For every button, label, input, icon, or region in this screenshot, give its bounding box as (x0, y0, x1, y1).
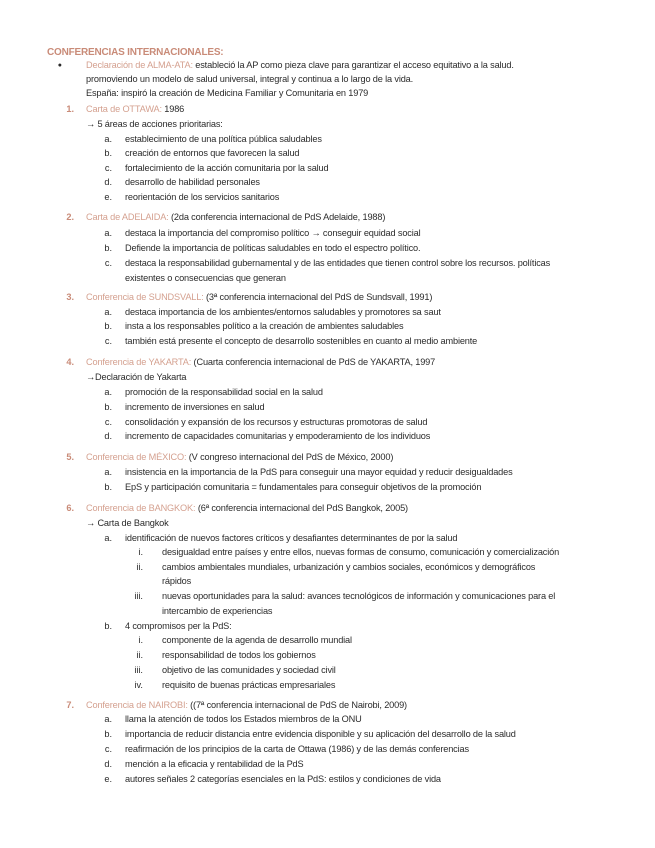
sub-item (125, 416, 427, 429)
list-marker: a. (104, 387, 112, 397)
line-text: cambios ambientales mundiales, urbanización y cambios sociales, económicos y demográficos (162, 562, 536, 572)
roman-item (162, 649, 316, 662)
list-marker: b. (104, 148, 112, 158)
list-marker: b. (104, 621, 112, 631)
list-marker: i. (138, 547, 143, 557)
numbered-item (86, 356, 435, 369)
line-text: rápidos (162, 576, 192, 586)
roman-item (162, 634, 352, 647)
line-text: existentes o consecuencias que generan (125, 273, 286, 283)
line-text: incremento de inversiones en salud (125, 402, 265, 412)
sub-item (125, 320, 403, 333)
roman-item-continuation (162, 605, 272, 618)
line-text: destaca la importancia del compromiso político → conseguir equidad social (125, 228, 421, 238)
line-text: responsabilidad de todos los gobiernos (162, 650, 316, 660)
line-text: establecimiento de una política pública saludables (125, 134, 322, 144)
sub-item (125, 532, 457, 545)
list-marker: i. (138, 635, 143, 645)
sub-item (125, 147, 299, 160)
line-text: consolidación y expansión de los recursos y estructuras promotoras de salud (125, 417, 428, 427)
bullet-icon: ● (57, 62, 62, 69)
sub-item (125, 401, 264, 414)
roman-item (162, 546, 559, 559)
roman-item-continuation (162, 575, 191, 588)
list-marker: d. (104, 759, 112, 769)
sub-item (125, 481, 481, 494)
list-marker: iii. (134, 591, 143, 601)
list-marker: b. (104, 321, 112, 331)
line-text: incremento de capacidades comunitarias y empoderamiento de los individuos (125, 431, 431, 441)
line-text: Defiende la importancia de políticas saludables en todo el espectro político. (125, 243, 421, 253)
document-title: CONFERENCIAS INTERNACIONALES: (47, 47, 224, 58)
list-marker: c. (104, 417, 112, 427)
line-text: reorientación de los servicios sanitarios (125, 192, 280, 202)
sub-item (125, 335, 477, 348)
continuation-line (86, 118, 223, 131)
line-text: identificación de nuevos factores críticos y desafiantes determinantes de por la salud (125, 533, 458, 543)
list-marker: 4. (66, 357, 74, 367)
sub-item (125, 713, 362, 726)
line-text: EpS y participación comunitaria = fundamentales para conseguir objetivos de la promoción (125, 482, 482, 492)
line-text: España: inspiró la creación de Medicina Familiar y Comunitaria en 1979 (86, 88, 369, 98)
line-text: requisito de buenas prácticas empresariales (162, 680, 336, 690)
conference-heading: Conferencia de MÉXICO: (86, 452, 187, 462)
line-text: insistencia en la importancia de la PdS para conseguir una mayor equidad y reducir desigualdades (125, 467, 513, 477)
line-text: también está presente el concepto de desarrollo sostenibles en cuanto al medio ambiente (125, 336, 478, 346)
list-marker: iv. (134, 680, 143, 690)
line-text: intercambio de experiencias (162, 606, 273, 616)
line-text: 1986 (161, 104, 185, 114)
line-text: mención a la eficacia y rentabilidad de la PdS (125, 759, 304, 769)
list-marker: b. (104, 482, 112, 492)
sub-item (125, 430, 430, 443)
list-marker: c. (104, 336, 112, 346)
continuation-line (86, 87, 368, 100)
line-text: estableció la AP como pieza clave para garantizar el acceso equitativo a la salud. (192, 60, 514, 70)
sub-item (125, 758, 304, 771)
sub-item (125, 386, 323, 399)
roman-item (162, 679, 335, 692)
line-text: componente de la agenda de desarrollo mundial (162, 635, 352, 645)
line-text: creación de entornos que favorecen la salud (125, 148, 300, 158)
line-text: ((7ª conferencia internacional de PdS de Nairobi, 2009) (187, 700, 407, 710)
line-text: fortalecimiento de la acción comunitaria por la salud (125, 163, 329, 173)
sub-item-continuation (125, 272, 286, 285)
sub-item (125, 191, 279, 204)
roman-item (162, 590, 555, 603)
list-marker: c. (104, 163, 112, 173)
conference-heading: Declaración de ALMA-ATA: (86, 60, 193, 70)
sub-item (125, 620, 232, 633)
continuation-line (86, 371, 186, 384)
list-marker: 6. (66, 503, 74, 513)
line-text: autores señales 2 categorías esenciales en la PdS: estilos y condiciones de vida (125, 774, 441, 784)
list-marker: b. (104, 729, 112, 739)
line-text: destaca la responsabilidad gubernamental y de las entidades que tienen control sobre los recursos. políticas (125, 258, 551, 268)
continuation-line (86, 517, 169, 530)
list-marker: c. (104, 258, 112, 268)
line-text: insta a los responsables político a la creación de ambientes saludables (125, 321, 404, 331)
conference-heading: Conferencia de YAKARTA: (86, 357, 192, 367)
list-marker: 3. (66, 292, 74, 302)
list-marker: 7. (66, 700, 74, 710)
line-text: → Carta de Bangkok (86, 518, 169, 528)
roman-item (162, 561, 535, 574)
bullet-item (86, 59, 514, 72)
conference-heading: Conferencia de BANGKOK: (86, 503, 196, 513)
continuation-line (86, 73, 413, 86)
sub-item (125, 466, 513, 479)
list-marker: a. (104, 228, 112, 238)
list-marker: b. (104, 402, 112, 412)
line-text: destaca importancia de los ambientes/entornos saludables y promotores sa saut (125, 307, 441, 317)
line-text: promoviendo un modelo de salud universal, integral y continua a lo largo de la vida. (86, 74, 414, 84)
list-marker: a. (104, 134, 112, 144)
list-marker: d. (104, 177, 112, 187)
conference-heading: Carta de ADELAIDA: (86, 212, 169, 222)
list-marker: e. (104, 774, 112, 784)
conference-heading: Carta de OTTAWA: (86, 104, 162, 114)
line-text: (2da conferencia internacional de PdS Adelaide, 1988) (168, 212, 386, 222)
line-text: importancia de reducir distancia entre evidencia disponible y su aplicación del desarrollo de la salud (125, 729, 516, 739)
conference-heading: Conferencia de SUNDSVALL: (86, 292, 204, 302)
list-marker: e. (104, 192, 112, 202)
sub-item (125, 743, 469, 756)
list-marker: a. (104, 307, 112, 317)
list-marker: a. (104, 533, 112, 543)
sub-item (125, 306, 441, 319)
numbered-item (86, 291, 432, 304)
numbered-item (86, 699, 407, 712)
line-text: reafirmación de los principios de la carta de Ottawa (1986) y de las demás conferencias (125, 744, 469, 754)
list-marker: 1. (66, 104, 74, 114)
sub-item (125, 227, 420, 240)
roman-item (162, 664, 336, 677)
line-text: (6ª conferencia internacional del PdS Bangkok, 2005) (195, 503, 408, 513)
line-text: promoción de la responsabilidad social en la salud (125, 387, 323, 397)
numbered-item (86, 211, 385, 224)
line-text: nuevas oportunidades para la salud: avances tecnológicos de información y comunicaciones para el (162, 591, 556, 601)
line-text: desarrollo de habilidad personales (125, 177, 260, 187)
sub-item (125, 728, 516, 741)
numbered-item (86, 103, 184, 116)
line-text: (3ª conferencia internacional del PdS de Sundsvall, 1991) (203, 292, 433, 302)
list-marker: a. (104, 467, 112, 477)
list-marker: 2. (66, 212, 74, 222)
sub-item (125, 162, 328, 175)
list-marker: c. (104, 744, 112, 754)
list-marker: b. (104, 243, 112, 253)
list-marker: ii. (136, 562, 143, 572)
conference-heading: Conferencia de NAIROBI: (86, 700, 188, 710)
line-text: (V congreso internacional del PdS de México, 2000) (186, 452, 394, 462)
list-marker: a. (104, 714, 112, 724)
list-marker: ii. (136, 650, 143, 660)
sub-item (125, 257, 550, 270)
list-marker: 5. (66, 452, 74, 462)
numbered-item (86, 451, 393, 464)
line-text: → 5 áreas de acciones prioritarias: (86, 119, 223, 129)
line-text: 4 compromisos per la PdS: (125, 621, 232, 631)
line-text: llama la atención de todos los Estados miembros de la ONU (125, 714, 362, 724)
sub-item (125, 773, 441, 786)
numbered-item (86, 502, 408, 515)
sub-item (125, 176, 260, 189)
sub-item (125, 133, 322, 146)
line-text: →Declaración de Yakarta (86, 372, 187, 382)
line-text: (Cuarta conferencia internacional de PdS de YAKARTA, 1997 (191, 357, 436, 367)
list-marker: d. (104, 431, 112, 441)
list-marker: iii. (134, 665, 143, 675)
line-text: desigualdad entre países y entre ellos, nuevas formas de consumo, comunicación y comercialización (162, 547, 560, 557)
line-text: objetivo de las comunidades y sociedad civil (162, 665, 336, 675)
sub-item (125, 242, 420, 255)
